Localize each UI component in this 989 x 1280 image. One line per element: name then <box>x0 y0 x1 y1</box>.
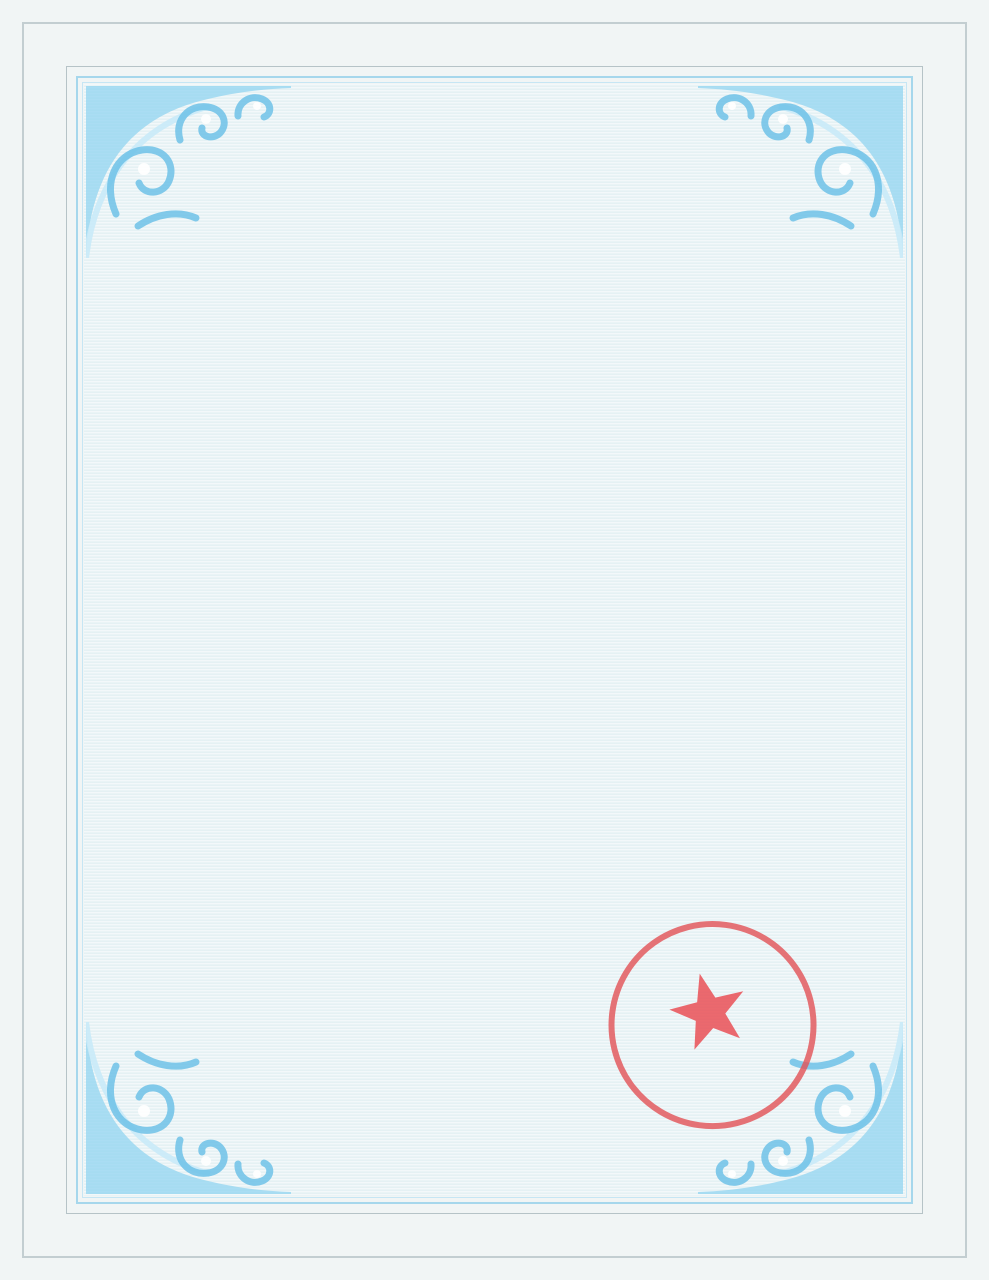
meander-border-top <box>30 29 959 63</box>
seal-star-icon <box>663 964 754 1053</box>
barcode <box>228 946 354 998</box>
meander-border-right <box>928 60 962 1224</box>
registration-statement <box>152 834 897 865</box>
meander-border-bottom <box>30 1220 959 1254</box>
qr-code <box>237 1028 315 1106</box>
meander-border-left <box>29 60 63 1224</box>
field-software-name <box>155 332 337 342</box>
